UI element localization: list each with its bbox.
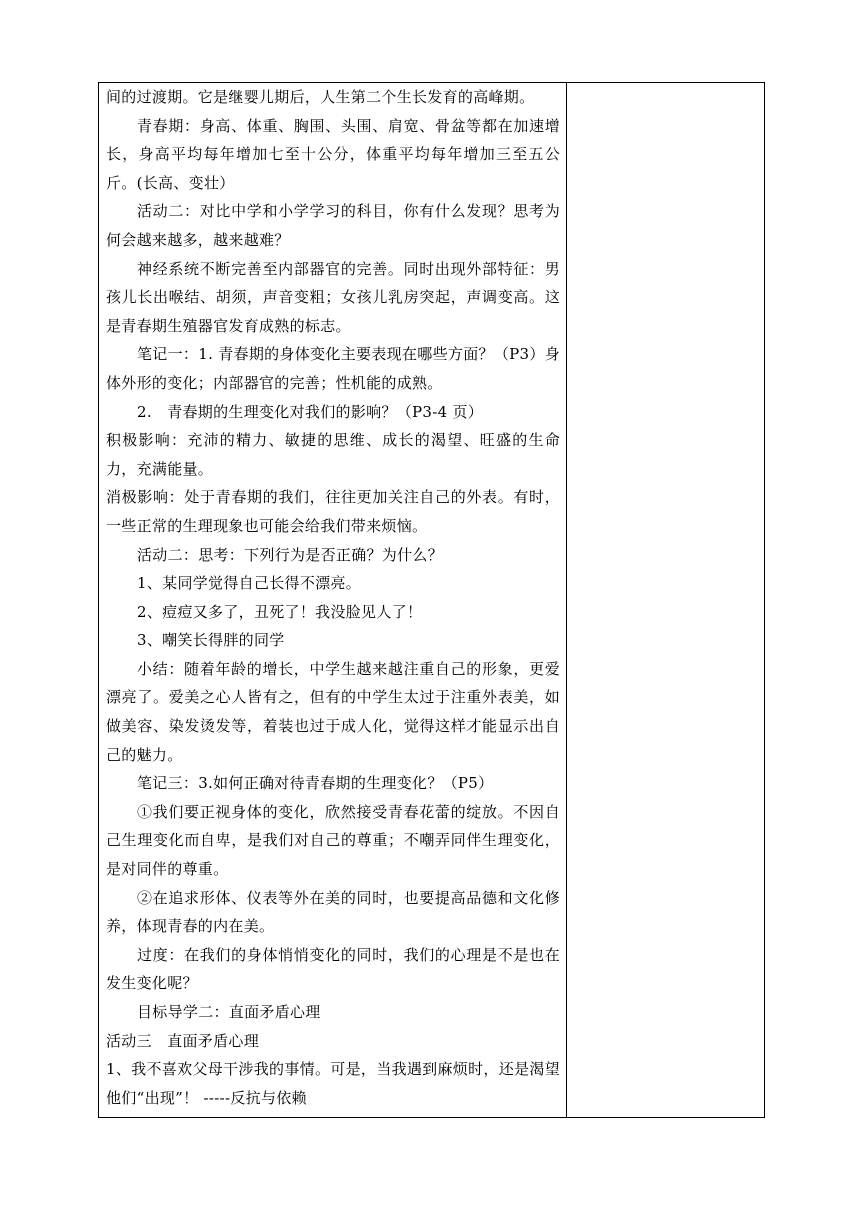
paragraph: 积极影响：充沛的精力、敏捷的思维、成长的渴望、旺盛的生命力，充满能量。: [106, 431, 560, 478]
paragraph: 过度：在我们的身体悄悄变化的同时，我们的心理是不是也在发生变化呢？: [106, 945, 560, 993]
paragraph: 2. 青春期的生理变化对我们的影响？（P3-4 页）: [137, 402, 484, 421]
lesson-plan-table: [98, 82, 765, 1118]
paragraph: ②在追求形体、仪表等外在美的同时，也要提高品德和文化修养，体现青春的内在美。: [106, 888, 560, 936]
paragraph: 青春期：身高、体重、胸围、头围、肩宽、骨盆等都在加速增长，身高平均每年增加七至十公分，体重平均每年增加三至五公斤。(长高、变壮）: [106, 116, 560, 192]
paragraph: ①我们要正视身体的变化，欣然接受青春花蕾的绽放。不因自己生理变化而自卑，是我们对自己的尊重；不嘲弄同伴生理变化，是对同伴的尊重。: [106, 802, 560, 879]
paragraph: 笔记一：1. 青春期的身体变化主要表现在哪些方面？（P3）身体外形的变化；内部器官的完善；性机能的成熟。: [106, 345, 560, 392]
paragraph: 1、我不喜欢父母干涉我的事情。可是，当我遇到麻烦时，还是渴望他们“出现”！ -----反抗与依赖: [106, 1060, 560, 1107]
paragraph: 神经系统不断完善至内部器官的完善。同时出现外部特征：男孩儿长出喉结、胡须，声音变粗；女孩儿乳房突起，声调变高。这是青春期生殖器官发育成熟的标志。: [106, 259, 560, 335]
paragraph: 目标导学二：直面矛盾心理: [137, 1003, 321, 1021]
paragraph: 间的过渡期。它是继婴儿期后，人生第二个生长发育的高峰期。: [106, 88, 535, 106]
paragraph: 笔记三：3.如何正确对待青春期的生理变化？（P5）: [137, 774, 494, 793]
paragraph: 1、某同学觉得自己长得不漂亮。: [137, 574, 362, 593]
main-content-cell: [99, 83, 567, 1118]
paragraph: 活动二：对比中学和小学学习的科目，你有什么发现？思考为何会越来越多，越来越难？: [106, 202, 560, 249]
paragraph: 消极影响：处于青春期的我们，往往更加关注自己的外表。有时，一些正常的生理现象也可能会给我们带来烦恼。: [106, 488, 560, 535]
table-row: [99, 83, 765, 1118]
lesson-text: [99, 83, 566, 1112]
paragraph: 活动二：思考：下列行为是否正确？为什么？: [137, 545, 444, 564]
paragraph: 活动三 直面矛盾心理: [106, 1031, 260, 1050]
paragraph: 2、痘痘又多了，丑死了！我没脸见人了！: [137, 602, 423, 621]
side-notes-cell: [567, 83, 765, 1118]
paragraph: 小结：随着年龄的增长，中学生越来越注重自己的形象，更爱漂亮了。爱美之心人皆有之，但有的中学生太过于注重外表美，如做美容、染发烫发等，着装也过于成人化，觉得这样才能显示出自己的魅力。: [106, 659, 560, 764]
paragraph: 3、嘲笑长得胖的同学: [137, 631, 285, 650]
